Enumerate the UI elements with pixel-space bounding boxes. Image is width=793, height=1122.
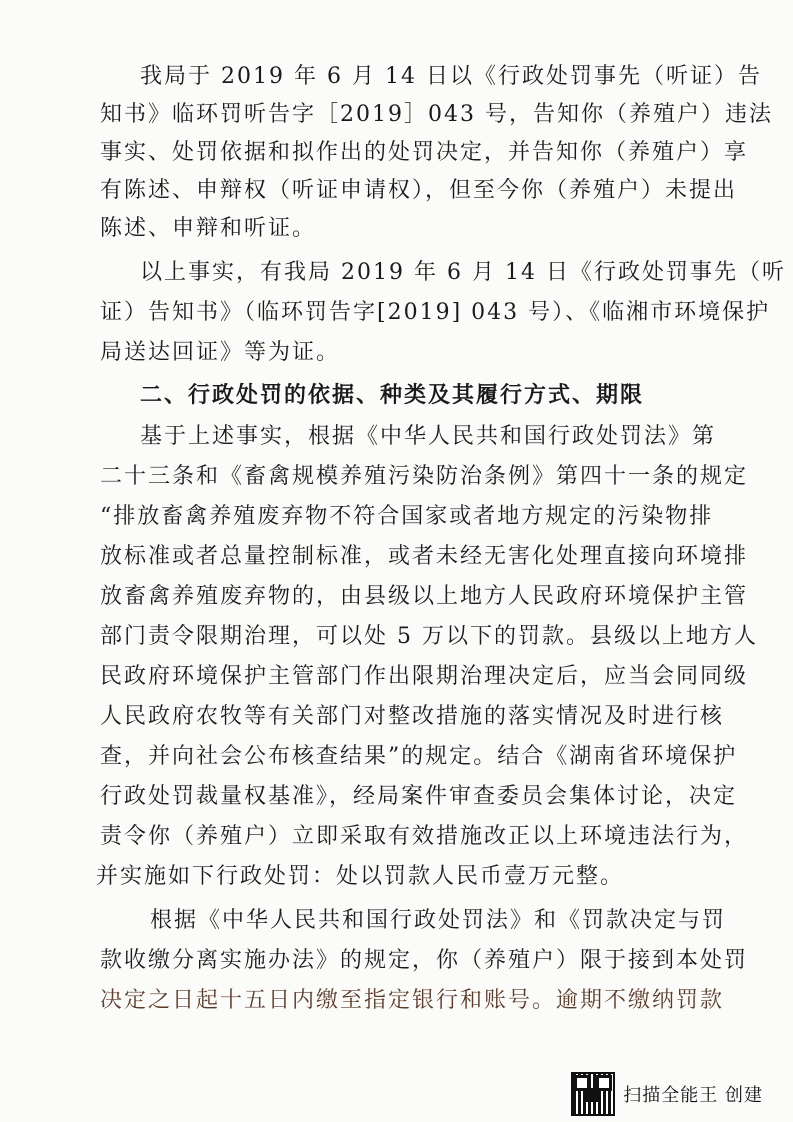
paragraph-line: 陈述、申辩和听证。 [100, 216, 317, 241]
section-heading: 二、行政处罚的依据、种类及其履行方式、期限 [140, 382, 645, 408]
paragraph-line: 二十三条和《畜禽规模养殖污染防治条例》第四十一条的规定 [100, 464, 749, 489]
paragraph-line: 责令你（养殖户）立即采取有效措施改正以上环境违法行为， [100, 824, 749, 849]
paragraph-line: 查，并向社会公布核查结果”的规定。结合《湖南省环境保护 [100, 744, 738, 769]
paragraph-line: 款收缴分离实施办法》的规定，你（养殖户）限于接到本处罚 [100, 948, 749, 973]
paragraph-line: 以上事实，有我局 2019 年 6 月 14 日《行政处罚事先（听 [140, 260, 786, 285]
paragraph-line: 我局于 2019 年 6 月 14 日以《行政处罚事先（听证）告 [140, 64, 762, 89]
paragraph-line: 放标准或者总量控制标准，或者未经无害化处理直接向环境排 [100, 544, 749, 569]
paragraph-line: 局送达回证》等为证。 [100, 340, 341, 365]
paragraph-line: 民政府环境保护主管部门作出限期治理决定后，应当会同同级 [100, 664, 749, 689]
paragraph-line: 部门责令限期治理，可以处 5 万以下的罚款。县级以上地方人 [100, 624, 758, 649]
paragraph-line: 有陈述、申辩权（听证申请权），但至今你（养殖户）未提出 [100, 178, 738, 203]
qr-code-icon [571, 1072, 615, 1116]
paragraph-line: 行政处罚裁量权基准》，经局案件审查委员会集体讨论，决定 [100, 784, 738, 809]
paragraph-line: 决定之日起十五日内缴至指定银行和账号。逾期不缴纳罚款 [100, 988, 725, 1013]
paragraph-line: 放畜禽养殖废弃物的，由县级以上地方人民政府环境保护主管 [100, 584, 749, 609]
paragraph-line: 并实施如下行政处罚：处以罚款人民币壹万元整。 [96, 864, 625, 889]
paragraph-line: 基于上述事实，根据《中华人民共和国行政处罚法》第 [140, 424, 717, 449]
scanner-watermark [571, 1072, 763, 1116]
paragraph-line: 人民政府农牧等有关部门对整改措施的落实情况及时进行核 [100, 704, 725, 729]
paragraph-line: 根据《中华人民共和国行政处罚法》和《罚款决定与罚 [150, 908, 727, 933]
watermark-text: 扫描全能王 创建 [623, 1085, 763, 1106]
paragraph-line: 事实、处罚依据和拟作出的处罚决定，并告知你（养殖户）享 [100, 140, 749, 165]
paragraph-line: 知书》临环罚听告字［2019］043 号，告知你（养殖户）违法 [100, 102, 773, 127]
paragraph-line: “排放畜禽养殖废弃物不符合国家或者地方规定的污染物排 [100, 504, 714, 529]
paragraph-line: 证）告知书》（临环罚告字[2019] 043 号）、《临湘市环境保护 [100, 300, 771, 325]
